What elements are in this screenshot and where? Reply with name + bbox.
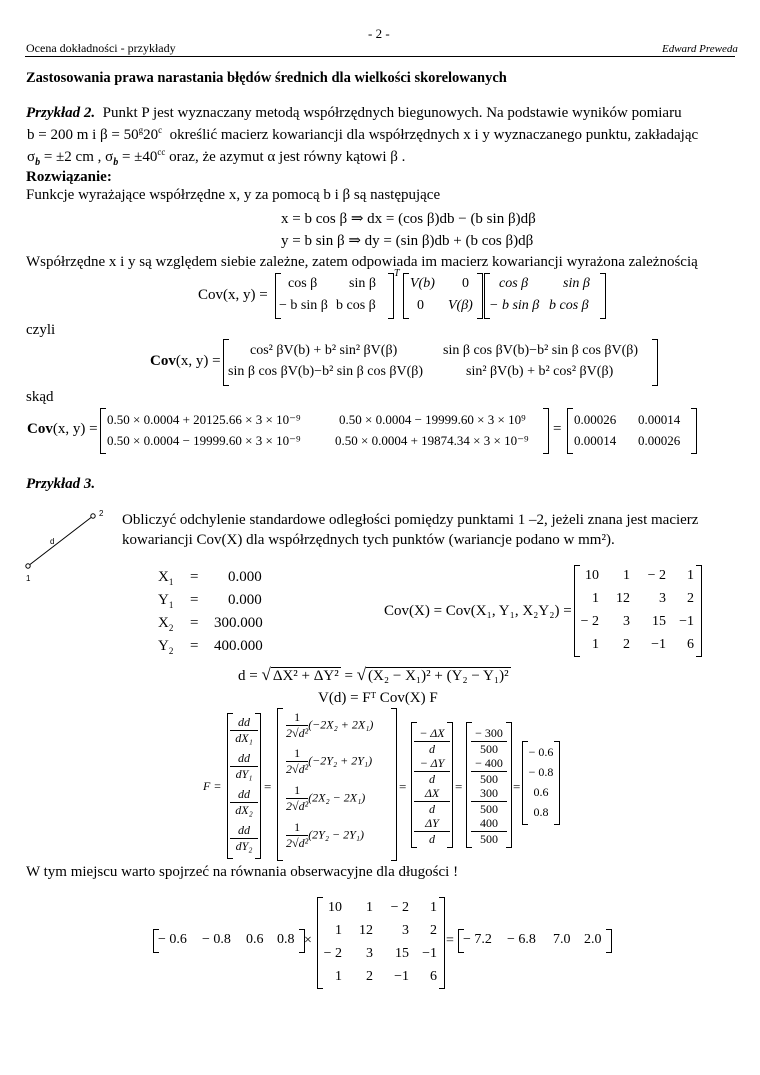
C-31: − 2 [580,614,599,629]
ex2-line3-c: = ±40 [118,149,158,165]
C-33: 15 [652,614,666,629]
k-4: $\frac{400}{500}$ [471,816,507,847]
N-12: 0.50 × 0.0004 − 19999.60 × 3 × 10⁹ [339,412,526,427]
coord-Y2-name: Y [158,638,169,654]
row-vec-1: − 0.6 [158,932,187,947]
row-vec-4: 0.8 [277,932,295,947]
coord-X1-val: 0.000 [228,569,262,585]
C2-31: − 2 [323,946,342,961]
C2-11: 10 [328,900,342,915]
R-12: 0.00014 [638,412,681,427]
row-vector [153,929,305,953]
cov3-rest: (x, y) = [52,421,98,437]
F-eq-3: = [455,779,463,794]
matrix-C [574,565,702,657]
C2-34: −1 [422,946,437,961]
A2-12: sin β [563,276,590,291]
cov2-lhs [150,353,221,370]
g-row-2: $\frac{1}{\text{2√d²}}(-2Y_2 + 2Y_1)$ [286,746,373,776]
sub-b2: b [113,157,119,168]
A2-22: b cos β [549,298,589,313]
fig-label-1: 1 [26,574,31,583]
res-1: − 0.6 [528,745,554,759]
C2-33: 15 [395,946,409,961]
row-res-2: − 6.8 [507,932,536,947]
obs-text: W tym miejscu warto spojrzeć na równania obserwacyjne dla długości ! [26,864,459,880]
header-rule [25,56,735,57]
M-22: sin² βV(b) + b² cos² βV(β) [466,364,614,379]
C2-14: 1 [430,900,437,915]
covx-lhs: Cov(X) = Cov(X₁, Y₁, X₂Y₂) = [384,603,572,619]
row-vec-2: − 0.8 [202,932,231,947]
ex2-label: Przykład 2. [26,105,96,121]
dep-text: Współrzędne x i y są względem siebie zależne, zatem odpowiada im macierz kowariancji wyrażona zależnością [26,254,698,270]
header-author: Edward Preweda [662,43,738,55]
coord-X2 [158,615,173,633]
V-21: 0 [417,298,424,313]
ex2-equals: = [553,421,562,437]
fig-label-d: d [50,537,55,546]
cov-lhs: Cov(x, y) = [198,287,268,303]
h-4: $\frac{\Delta Y}{d}$ [414,816,450,847]
res-2: − 0.8 [528,765,554,779]
V-11: V(b) [410,276,435,291]
C2-42: 2 [366,969,373,984]
dd-dY2: $\frac{dd}{\text{dY₂}}$ [230,823,258,854]
N-11: 0.50 × 0.0004 + 20125.66 × 3 × 10⁻⁹ [107,412,301,427]
C-14: 1 [687,568,694,583]
solution-label: Rozwiązanie: [26,169,112,185]
czyli-label: czyli [26,322,56,338]
page-number: - 2 - [368,26,390,41]
C-21: 1 [592,591,599,606]
C-43: −1 [651,637,666,652]
matrix-N [100,408,549,454]
dd-dY1: $\frac{dd}{\text{dY₁}}$ [230,751,258,782]
C-11: 10 [585,568,599,583]
coord-X1-sub: 1 [168,577,174,587]
F-label: F = [203,779,222,793]
k-3: $\frac{300}{500}$ [471,786,507,817]
coord-Y1-name: Y [158,592,169,608]
sub-b: b [35,157,41,168]
A2-11: cos β [499,276,529,291]
row-vec-3: 0.6 [246,932,264,947]
A-11: cos β [288,276,318,291]
ex2-cgrad: c [158,125,163,135]
F-vector-result [522,741,560,825]
ex2-line2 [27,125,698,144]
point-2-marker [91,514,95,518]
coord-Y1 [158,592,173,610]
C2-44: 6 [430,969,437,984]
fig-label-2: 2 [99,509,104,518]
vd-equation: V(d) = Fᵀ Cov(X) F [318,690,438,706]
ex2-line2-b: określić macierz kowariancji dla współrzędnych x i y wyznaczanego punktu, zakładając [169,127,699,143]
matrix-C2 [317,897,445,989]
sigma-b: σ [27,149,36,165]
eq-x: x = b cos β ⇒ dx = (cos β)db − (b sin β)dβ [281,211,536,227]
C2-24: 2 [430,923,437,938]
d-eq-d: (X₂ − X₁)² + (Y₂ − Y₁)² [368,668,509,684]
g-row-3: $\frac{1}{\text{2√d²}}(2X_2 - 2X_1)$ [286,783,366,813]
ex2-grad: g [138,125,144,135]
d-eq-c: = [340,668,357,684]
point-1-marker [26,564,30,568]
coord-Y1-val: 0.000 [228,592,262,608]
F-vector-k [466,722,512,848]
matrix-M [223,339,658,386]
cc-sup: cc [157,147,166,157]
C-22: 12 [616,591,630,606]
R-11: 0.00026 [574,412,617,427]
C-34: −1 [679,614,694,629]
h-3: $\frac{\Delta X}{d}$ [414,786,450,817]
coord-X1 [158,569,173,587]
C-42: 2 [623,637,630,652]
coord-X2-sub: 2 [168,623,174,633]
eq-y: y = b sin β ⇒ dy = (sin β)db + (b cos β)dβ [281,233,534,249]
M-21: sin β cos βV(b)−b² sin β cos βV(β) [228,364,424,379]
coord-Y2-eq: = [190,638,199,654]
func-text: Funkcje wyrażające współrzędne x, y za pomocą b i β są następujące [26,187,441,203]
C2-21: 1 [335,923,342,938]
d-eq-a: d = [238,668,262,684]
ex2-line2-a: b = 200 m i β = 50 [27,127,139,143]
cov3-bold: Cov [27,421,53,437]
C2-22: 12 [359,923,373,938]
matrix-R [567,408,697,454]
V-12: 0 [462,276,469,291]
h-1: $\frac{- \Delta X}{d}$ [414,726,450,757]
segment-line [28,516,93,566]
F-vector-g [277,708,397,861]
coord-X1-name: X [158,569,169,585]
C-23: 3 [659,591,666,606]
coord-Y1-sub: 1 [168,600,174,610]
coord-Y2-sub: 2 [168,646,174,656]
row-equals: = [446,933,454,948]
g-row-4: $\frac{1}{\text{2√d²}}(2Y_2 - 2Y_1)$ [286,820,364,850]
N-22: 0.50 × 0.0004 + 19874.34 × 3 × 10⁻⁹ [335,433,529,448]
F-vector-dd [227,713,261,859]
h-2: $\frac{- \Delta Y}{d}$ [414,756,450,787]
V-22: V(β) [448,298,473,313]
row-result [458,929,612,953]
coord-Y1-eq: = [190,592,199,608]
C-13: − 2 [647,568,666,583]
cov3-lhs [27,421,98,438]
M-11: cos² βV(b) + b² sin² βV(β) [250,343,398,358]
ex2-line1-text: Punkt P jest wyznaczany metodą współrzędnych biegunowych. Na podstawie wyników pomiaru [102,105,682,121]
C2-13: − 2 [390,900,409,915]
N-21: 0.50 × 0.0004 − 19999.60 × 3 × 10⁻⁹ [107,433,301,448]
C-44: 6 [687,637,694,652]
ex3-line2: kowariancji Cov(X) dla współrzędnych tych punktów (wariancje podano w mm²). [122,532,615,548]
ex3-label: Przykład 3. [26,476,96,492]
res-3: 0.6 [533,785,549,799]
coord-X2-name: X [158,615,169,631]
times-sign: × [304,933,312,948]
C-41: 1 [592,637,599,652]
k-1: $\frac{- 300}{500}$ [471,726,507,757]
dd-dX1: $\frac{dd}{\text{dX₁}}$ [230,715,258,746]
C2-43: −1 [394,969,409,984]
ex2-line3 [27,147,405,168]
section-title: Zastosowania prawa narastania błędów średnich dla wielkości skorelowanych [26,70,507,86]
C2-41: 1 [335,969,342,984]
coord-Y2 [158,638,173,656]
C-32: 3 [623,614,630,629]
ex3-line1: Obliczyć odchylenie standardowe odległości pomiędzy punktami 1 –2, jeżeli znana jest macierz [122,512,699,528]
A2-21: − b sin β [489,298,540,313]
dd-dX2: $\frac{dd}{\text{dX₂}}$ [230,787,258,818]
cov2-rest: (x, y) = [175,353,221,369]
F-eq-2: = [399,779,407,794]
M-12: sin β cos βV(b)−b² sin β cos βV(β) [443,343,639,358]
cov2-bold: Cov [150,353,176,369]
C2-23: 3 [402,923,409,938]
F-eq-1: = [264,779,272,794]
ex2-line3-b: = ±2 cm , σ [40,149,114,165]
A-22: b cos β [336,298,376,313]
C-12: 1 [623,568,630,583]
res-4: 0.8 [533,805,549,819]
coord-X2-val: 300.000 [214,615,263,631]
row-res-4: 2.0 [584,932,602,947]
R-22: 0.00026 [638,433,681,448]
d-equation: d = √ ΔX² + ΔY² = √ (X₂ − X₁)² + (Y₂ − Y₁)² [238,665,509,684]
header-left: Ocena dokładności - przykłady [26,41,176,55]
A-21: − b sin β [279,298,328,313]
skad-label: skąd [26,389,54,405]
F-eq-4: = [513,779,521,794]
k-2: $\frac{- 400}{500}$ [471,756,507,787]
C2-32: 3 [366,946,373,961]
segment-figure [20,505,110,585]
R-21: 0.00014 [574,433,617,448]
matrix-A2 [484,273,606,319]
ex2-line1 [26,105,682,122]
C2-12: 1 [366,900,373,915]
matrix-V [403,273,483,319]
d-eq-b: ΔX² + ΔY² [272,668,339,684]
g-row-1: $\frac{1}{\text{2√d²}}(-2X_2 + 2X_1)$ [286,710,374,740]
transpose-T: T [394,268,400,279]
A-12: sin β [349,276,376,291]
F-vector-h [411,722,453,848]
matrix-A [275,273,394,319]
ex2-line3-d: oraz, że azymut α jest równy kątowi β . [165,149,406,165]
C-24: 2 [687,591,694,606]
row-res-1: − 7.2 [463,932,492,947]
row-res-3: 7.0 [553,932,571,947]
coord-X1-eq: = [190,569,199,585]
coord-Y2-val: 400.000 [214,638,263,654]
coord-X2-eq: = [190,615,199,631]
ex2-line2-m: 20 [143,127,159,143]
